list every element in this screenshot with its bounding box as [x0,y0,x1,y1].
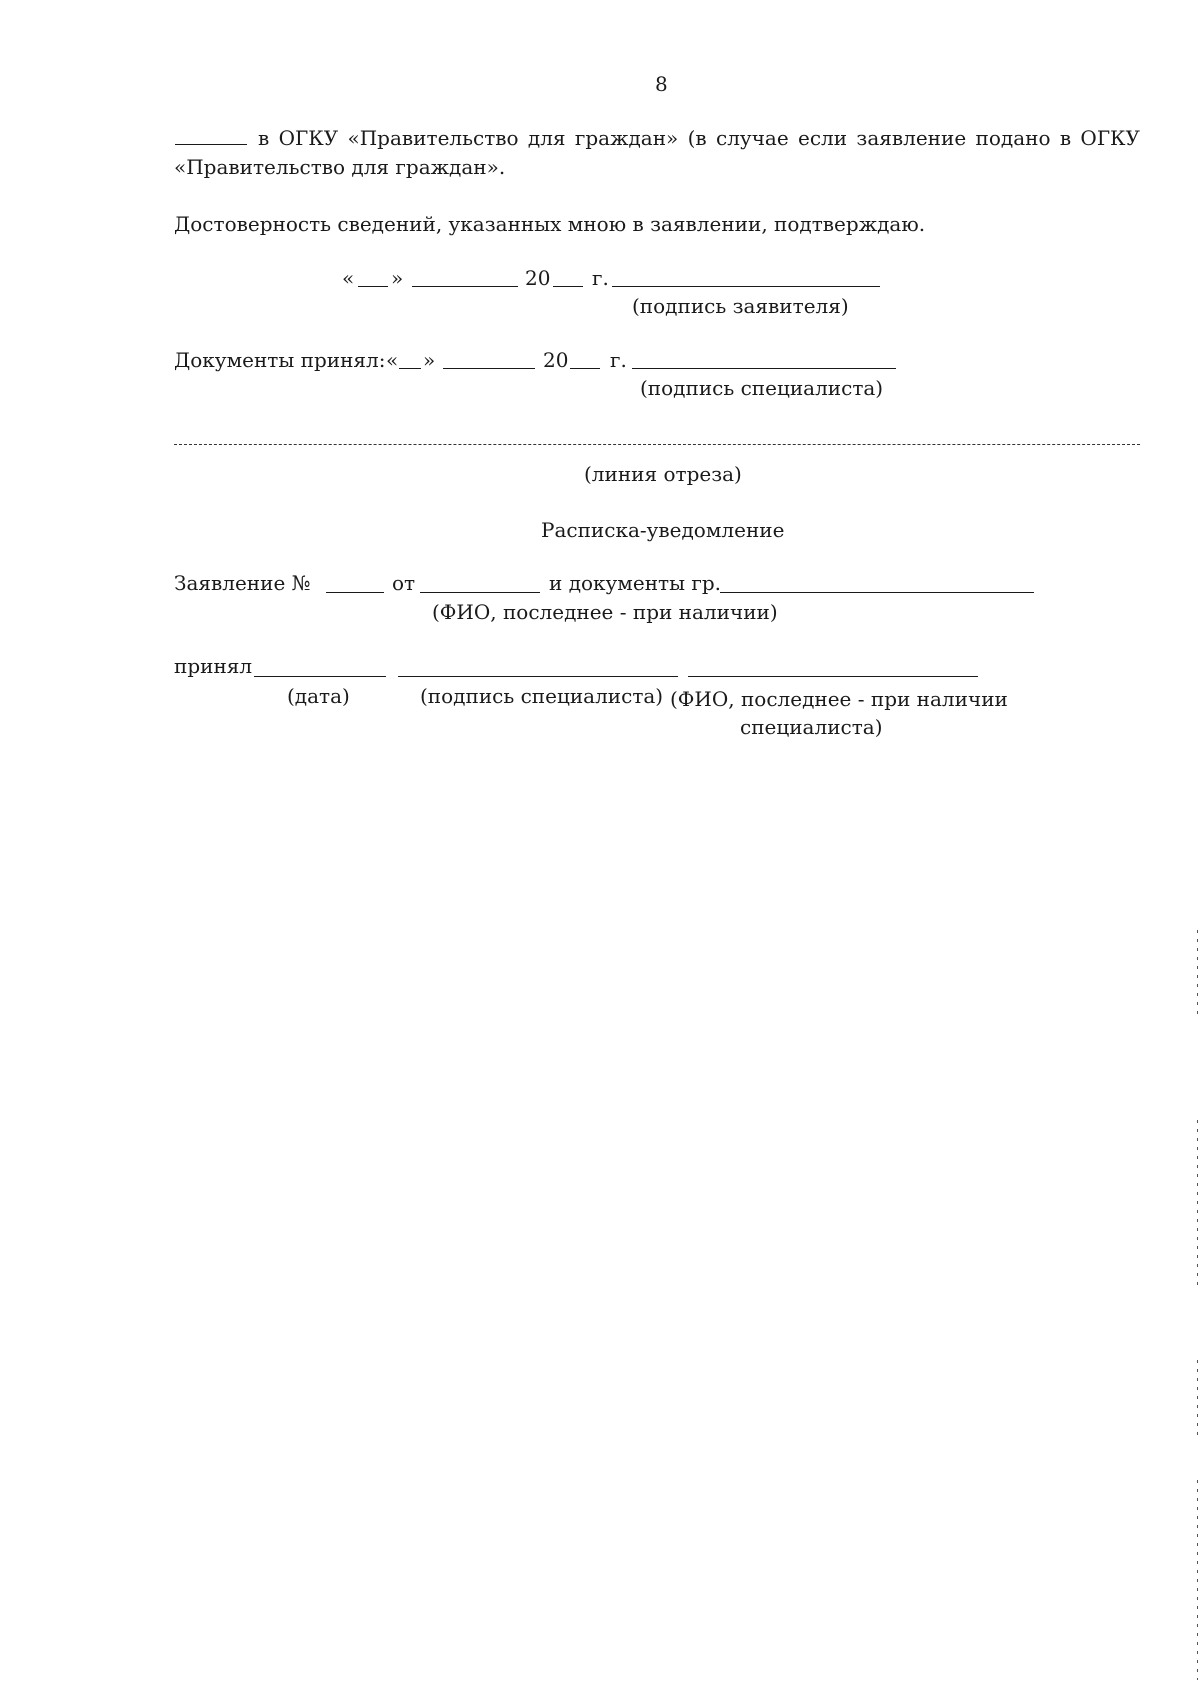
blank-field [175,144,247,145]
scan-edge-artifact [1197,930,1198,1020]
from-label: от [392,571,416,595]
cut-line-caption: (линия отреза) [584,462,742,486]
receipt-title: Расписка-уведомление [541,518,785,542]
accepted-label: Документы принял: [174,348,386,372]
scan-edge-artifact [1197,1480,1198,1680]
specialist-signature-caption: (подпись специалиста) [640,376,884,400]
specialist-fio-caption-continued: специалиста) [740,715,883,739]
page-number: 8 [655,72,668,96]
month-blank [443,368,535,369]
applicant-signature-blank [612,286,880,287]
date-quote-open: « [342,266,355,290]
year-blank [553,286,583,287]
date-quote-close: » [391,266,404,290]
year-prefix: 20 [543,348,569,372]
statement-number-blank [326,592,384,593]
documents-label: и документы гр. [549,571,722,595]
cut-line [174,444,1140,445]
statement-date-blank [420,592,540,593]
paragraph-line: «Правительство для граждан». [174,155,506,179]
year-blank [570,368,600,369]
year-suffix: г. [592,266,609,290]
date-quote-close: » [423,348,436,372]
date-caption: (дата) [287,684,350,708]
applicant-signature-caption: (подпись заявителя) [632,294,849,318]
month-blank [412,286,518,287]
specialist-signature-blank [632,368,896,369]
scan-edge-artifact [1197,1360,1198,1440]
specialist-fio-caption: (ФИО, последнее - при наличии [670,687,1008,711]
year-prefix: 20 [525,266,551,290]
signature-caption: (подпись специалиста) [420,684,664,708]
acceptance-date-blank [254,676,386,677]
confirmation-text: Достоверность сведений, указанных мною в заявлении, подтверждаю. [174,212,926,236]
specialist-name-blank [688,676,978,677]
citizen-name-blank [720,592,1034,593]
statement-label: Заявление № [174,571,311,595]
accepted-by-label: принял [174,654,253,678]
date-quote-open: « [386,348,399,372]
year-suffix: г. [610,348,627,372]
specialist-signature-blank [398,676,678,677]
paragraph-line: в ОГКУ «Правительство для граждан» (в случае если заявление подано в ОГКУ [258,126,1140,150]
day-blank [358,286,388,287]
day-blank [399,368,421,369]
scan-edge-artifact [1197,1120,1198,1290]
fio-caption: (ФИО, последнее - при наличии) [432,600,778,624]
